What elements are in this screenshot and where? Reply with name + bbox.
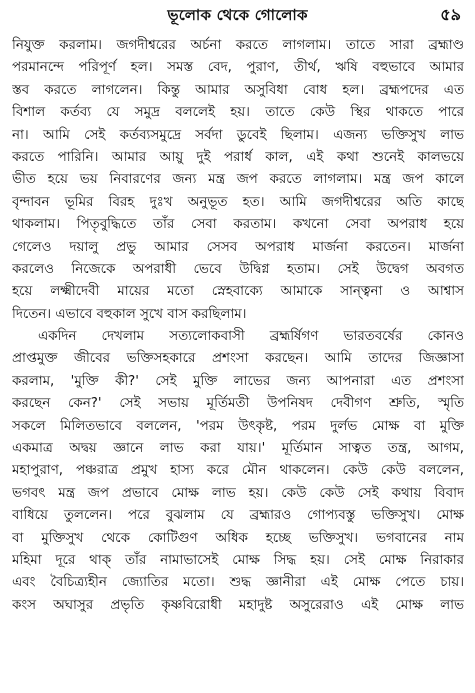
text-line: বিশাল কর্তব্য যে সমুদ্র বললেই হয়। তাতে কেউ স্থির থাকতে পারে	[12, 105, 464, 121]
text-line: ভগবৎ মন্ত্র জপ প্রভাবে মোক্ষ লাভ হয়। কেউ কেউ সেই কথায় বিবাদ	[12, 485, 464, 501]
page-header	[0, 2, 475, 26]
text-line: করলেও নিজেকে অপরাধী ভেবে উদ্বিগ্ন হতাম। সেই উদ্বেগ অবগত	[12, 261, 464, 277]
text-line: থাকলাম। পিতৃবুদ্ধিতে তাঁর সেবা করতাম। কখনো সেবা অপরাধ হয়ে	[12, 217, 464, 233]
page-number: ৫৯	[440, 5, 461, 24]
text-line: কংস অঘাসুর প্রভৃতি কৃষ্ণবিরোধী মহাদুষ্ট অসুরেরাও এই মোক্ষ লাভ	[12, 597, 464, 613]
text-line: ভীত হয়ে ভয় নিবারণের জন্য মন্ত্র জপ করতে লাগলাম। মন্ত্র জপ কালে	[12, 172, 464, 188]
text-line: পরমানন্দে পরিপূর্ণ হল। সমস্ত বেদ, পুরাণ, তীর্থ, ঋষি বহুভাবে আমার	[12, 60, 464, 76]
text-line: সকলে মিলিতভাবে বললেন, 'পরম উৎকৃষ্ট, পরম দুর্লভ মোক্ষ বা মুক্তি	[12, 418, 464, 434]
text-line: প্রাপ্তমুক্ত জীবের ভক্তিসহকারে প্রশংসা করছেন। আমি তাদের জিজ্ঞাসা	[12, 351, 464, 367]
text-line: না। আমি সেই কর্তব্যসমুদ্রে সর্বদা ডুবেই ছিলাম। এজন্য ভক্তিসুখ লাভ	[12, 127, 464, 143]
text-line: একদিন দেখলাম সত্যলোকবাসী ব্রহ্মর্ষিগণ ভারতবর্ষের কোনও	[38, 329, 464, 345]
text-line: একমাত্র অদ্বয় জ্ঞানে লাভ করা যায়।' মূর্তিমান সাত্বত তন্ত্র, আগম,	[12, 441, 464, 457]
running-title: ভূলোক থেকে গোলোক	[167, 6, 308, 24]
paragraph	[12, 326, 464, 617]
paragraph	[12, 35, 464, 326]
text-line: হয়ে লক্ষ্মীদেবী মায়ের মতো স্নেহবাক্যে আমাকে সান্ত্বনা ও আশ্বাস	[12, 284, 464, 300]
text-line: মহাপুরাণ, পঞ্চরাত্র প্রমুখ হাস্য করে মৌন থাকলেন। কেউ কেউ বললেন,	[12, 463, 464, 479]
text-line: স্তব করতে লাগলেন। কিন্তু আমার অসুবিধা বোধ হল। ব্রহ্মপদের এত	[12, 82, 464, 98]
text-line: দিতেন। এভাবে বহুকাল সুখে বাস করছিলাম।	[12, 306, 247, 322]
text-line: করতে পারিনি। আমার আয়ু দুই পরার্ধ কাল, এই কথা শুনেই কালভয়ে	[12, 149, 464, 165]
text-line: বৃন্দাবন ভূমির বিরহ দুঃখ অনুভূত হত। আমি জগদীশ্বরের অতি কাছে	[12, 194, 464, 210]
text-line: বাধিয়ে তুললেন। পরে বুঝলাম যে ব্রহ্মারও গোপ্যবস্তু ভক্তিসুখ। মোক্ষ	[12, 508, 464, 524]
text-line: করছেন কেন?' সেই সভায় মূর্তিমতী উপনিষদ দেবীগণ শ্রুতি, স্মৃতি	[12, 396, 464, 412]
text-line: বা মুক্তিসুখ থেকে কোটিগুণ অধিক হচ্ছে ভক্তিসুখ। ভগবানের নাম	[12, 530, 464, 546]
text-line: এবং বৈচিত্র্যহীন জ্যোতির মতো। শুদ্ধ জ্ঞানীরা এই মোক্ষ পেতে চায়।	[12, 575, 464, 591]
text-line: করলাম, 'মুক্তি কী?' সেই মুক্তি লাভের জন্য আপনারা এত প্রশংসা	[12, 373, 464, 389]
text-line: নিযুক্ত করলাম। জগদীশ্বরের অর্চনা করতে লাগলাম। তাতে সারা ব্রহ্মাণ্ড	[12, 38, 464, 53]
body-text	[12, 35, 464, 617]
text-line: গেলেও দয়ালু প্রভু আমার সেসব অপরাধ মার্জনা করতেন। মার্জনা	[12, 239, 464, 255]
text-line: মহিমা দূরে থাক্ তাঁর নামাভাসেই মোক্ষ সিদ্ধ হয়। সেই মোক্ষ নিরাকার	[12, 552, 464, 568]
